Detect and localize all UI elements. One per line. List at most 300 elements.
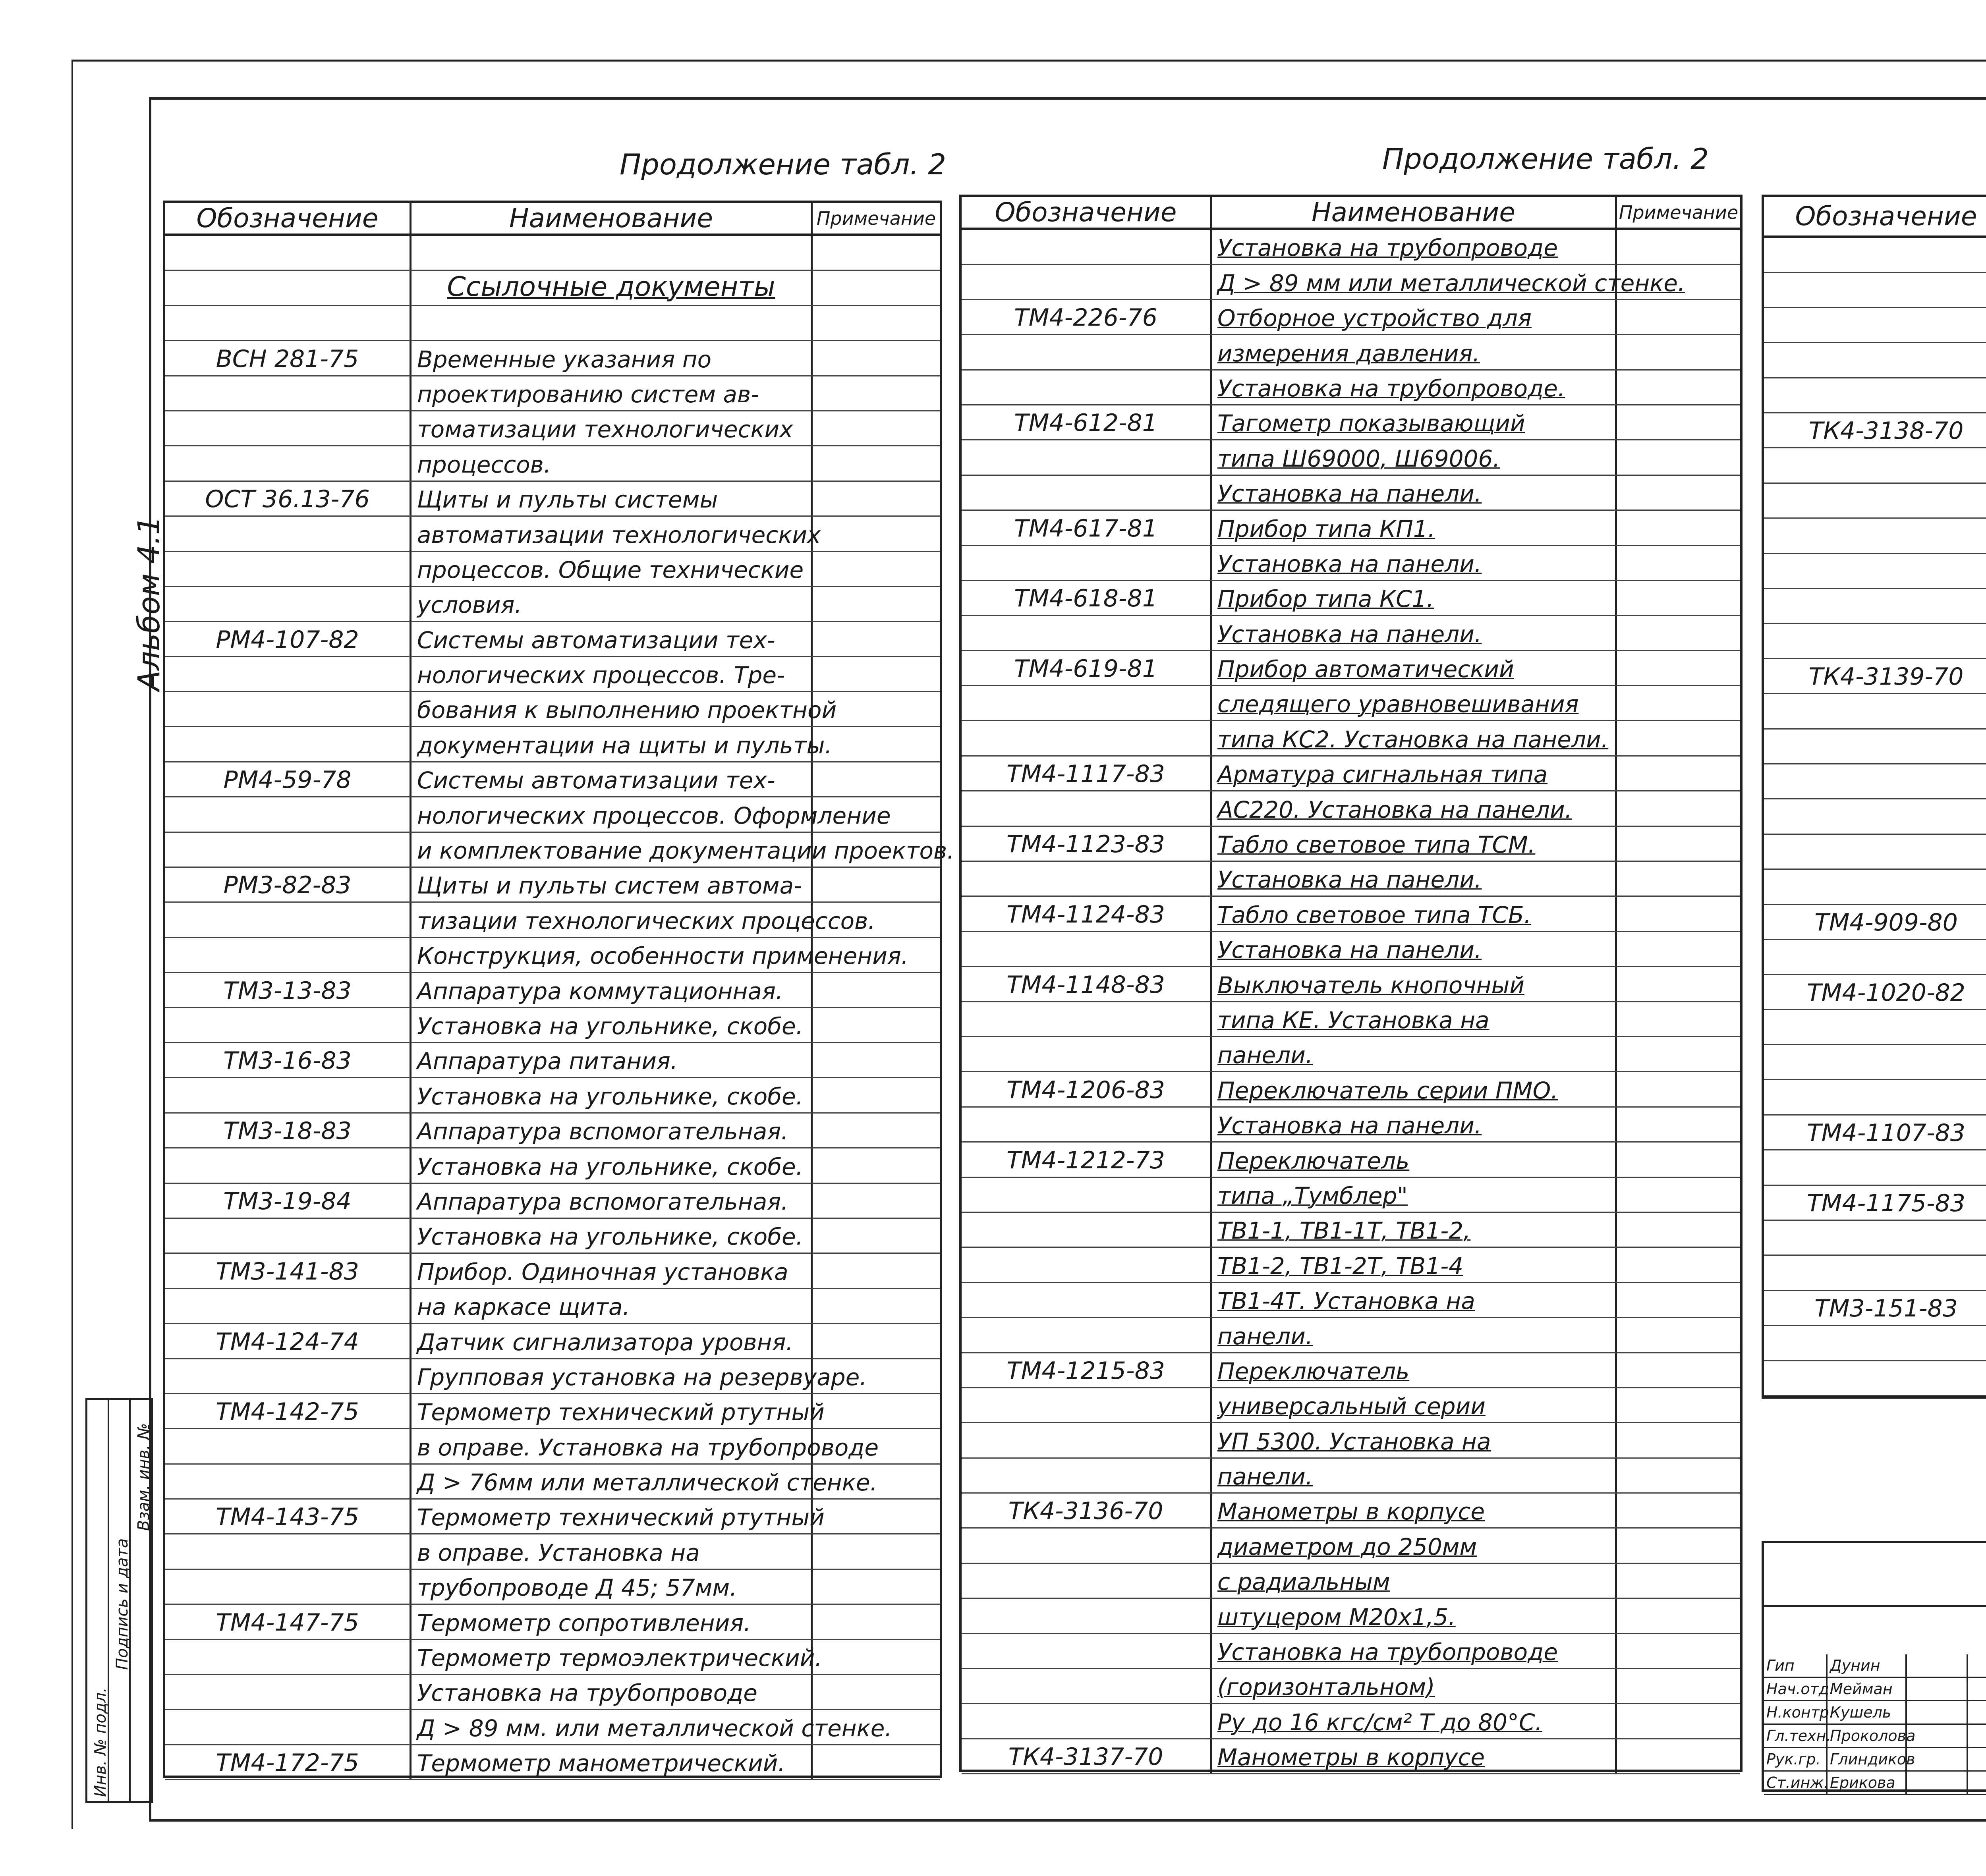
cell-name: измерения давления. bbox=[1212, 335, 1617, 369]
cell-note bbox=[813, 236, 940, 270]
cell-name: Манометры в корпусе bbox=[1212, 1494, 1617, 1527]
cell-name: Прибор типа КП1. bbox=[1212, 511, 1617, 544]
table-row bbox=[962, 1143, 1740, 1177]
cell-code: ТМ4-124-74 bbox=[165, 1324, 411, 1358]
side-stamp-cell-3: Взам. инв. № bbox=[135, 1423, 153, 1531]
cell-note bbox=[1617, 862, 1740, 896]
table-2 bbox=[959, 195, 1743, 1772]
cell-note bbox=[813, 1605, 940, 1639]
table-1-header bbox=[165, 203, 940, 236]
signer-name: Ерикова bbox=[1828, 1772, 1907, 1794]
cell-note bbox=[1617, 1002, 1740, 1036]
table-row bbox=[165, 1078, 940, 1113]
col-header-name: Наименование bbox=[1212, 197, 1617, 228]
table-row bbox=[962, 230, 1740, 265]
signer-role: Гл.техн. bbox=[1764, 1725, 1828, 1747]
table-row bbox=[962, 581, 1740, 616]
table-row bbox=[962, 1353, 1740, 1388]
table-row bbox=[165, 903, 940, 938]
cell-note bbox=[1617, 1599, 1740, 1633]
table-row bbox=[165, 1184, 940, 1219]
cell-code bbox=[165, 1570, 411, 1604]
table-row bbox=[1764, 448, 1986, 483]
table-row bbox=[962, 511, 1740, 546]
cell-name: в оправе. Установка на bbox=[411, 1534, 813, 1568]
cell-code bbox=[165, 1675, 411, 1709]
cell-note bbox=[813, 1675, 940, 1709]
cell-name: Временные указания по bbox=[411, 341, 813, 375]
cell-code bbox=[1764, 1361, 1986, 1395]
cell-name: Д > 89 мм. или металлической стенке. bbox=[411, 1710, 813, 1744]
signer-role: Ст.инж. bbox=[1764, 1772, 1828, 1794]
table-row bbox=[962, 757, 1740, 791]
cell-name: трубопроводе Д 45; 57мм. bbox=[411, 1570, 813, 1604]
table-row bbox=[1764, 1045, 1986, 1080]
cell-name: Установка на панели. bbox=[1212, 476, 1617, 510]
cell-note bbox=[813, 376, 940, 410]
cell-code: ТМ4-1107-83 bbox=[1764, 1116, 1986, 1149]
table-row bbox=[962, 1704, 1740, 1739]
cell-name: типа КС2. Установка на панели. bbox=[1212, 721, 1617, 755]
table-row bbox=[165, 1534, 940, 1569]
cell-code bbox=[962, 1318, 1212, 1352]
cell-code bbox=[962, 1704, 1212, 1738]
cell-code: ТМ4-226-76 bbox=[962, 300, 1212, 334]
table-2-rows bbox=[962, 230, 1740, 1774]
cell-code bbox=[165, 306, 411, 340]
table-row bbox=[165, 833, 954, 868]
table-row bbox=[962, 932, 1740, 967]
cell-code bbox=[165, 657, 411, 691]
cell-code bbox=[1764, 1221, 1986, 1255]
table-row bbox=[962, 1283, 1740, 1318]
cell-note bbox=[813, 517, 940, 550]
cell-note bbox=[1617, 476, 1740, 510]
table-row bbox=[165, 868, 940, 903]
cell-code bbox=[165, 1148, 411, 1182]
cell-note bbox=[813, 868, 940, 901]
cell-name: Установка на угольнике, скобе. bbox=[411, 1219, 813, 1253]
cell-note bbox=[1617, 757, 1740, 790]
cell-name: АС220. Установка на панели. bbox=[1212, 791, 1617, 825]
cell-note bbox=[1617, 1494, 1740, 1527]
cell-name: типа „Тумблер" bbox=[1212, 1178, 1617, 1212]
table-row bbox=[1764, 589, 1986, 624]
table-row bbox=[1764, 1150, 1986, 1185]
cell-name: типа Ш69000, Ш69006. bbox=[1212, 440, 1617, 474]
cell-note bbox=[813, 727, 940, 761]
cell-note bbox=[1617, 721, 1740, 755]
table-row bbox=[962, 1108, 1740, 1143]
cell-name: бования к выполнению проектной bbox=[411, 692, 813, 726]
cell-note bbox=[813, 1324, 940, 1358]
table-row bbox=[1764, 659, 1986, 694]
cell-name: Аппаратура коммутационная. bbox=[411, 973, 813, 1007]
table-row bbox=[165, 271, 940, 306]
cell-code bbox=[165, 1640, 411, 1674]
signer-date bbox=[1968, 1654, 1986, 1677]
cell-name: Табло световое типа ТСБ. bbox=[1212, 897, 1617, 930]
cell-code: ВСН 281-75 bbox=[165, 341, 411, 375]
table-row bbox=[962, 791, 1740, 826]
table-row bbox=[1764, 975, 1986, 1010]
cell-name: ТВ1-4Т. Установка на bbox=[1212, 1283, 1617, 1317]
cell-name bbox=[411, 236, 813, 270]
cell-code: ТК4-3137-70 bbox=[962, 1739, 1212, 1773]
table-row bbox=[962, 1037, 1740, 1072]
table-row bbox=[165, 1008, 940, 1043]
table-row bbox=[962, 1248, 1740, 1283]
cell-name: Манометры в корпусе bbox=[1212, 1739, 1617, 1773]
cell-name: панели. bbox=[1212, 1459, 1617, 1492]
cell-code bbox=[1764, 273, 1986, 307]
signer-signature bbox=[1907, 1772, 1968, 1794]
signers bbox=[1764, 1605, 1986, 1789]
cell-code bbox=[962, 1564, 1212, 1598]
cell-code bbox=[1764, 1080, 1986, 1114]
signer-row bbox=[1764, 1654, 1986, 1678]
table-row bbox=[1764, 764, 1986, 799]
cell-code: ТМ4-1212-73 bbox=[962, 1143, 1212, 1176]
cell-note bbox=[813, 587, 940, 621]
cell-note bbox=[813, 833, 940, 867]
table-row bbox=[165, 1570, 940, 1605]
cell-code bbox=[1764, 343, 1986, 377]
cell-name: проектированию систем ав- bbox=[411, 376, 813, 410]
cell-name: Ссылочные документы bbox=[411, 271, 813, 305]
cell-code bbox=[165, 1289, 411, 1323]
cell-code bbox=[962, 721, 1212, 755]
cell-name: документации на щиты и пульты. bbox=[411, 727, 813, 761]
cell-name: Д > 89 мм или металлической стенке. bbox=[1212, 265, 1617, 299]
cell-code bbox=[962, 1634, 1212, 1668]
table-row bbox=[165, 341, 940, 376]
table-row bbox=[962, 1002, 1740, 1037]
table-row bbox=[962, 862, 1740, 897]
table-row bbox=[1764, 273, 1986, 308]
table-row bbox=[962, 1072, 1740, 1107]
table-row bbox=[165, 1394, 940, 1429]
table-row bbox=[165, 1114, 940, 1148]
cell-code: ТК4-3139-70 bbox=[1764, 659, 1986, 693]
cell-name: Арматура сигнальная типа bbox=[1212, 757, 1617, 790]
cell-note bbox=[813, 1534, 940, 1568]
cell-name: Установка на трубопроводе bbox=[1212, 1634, 1617, 1668]
side-stamp bbox=[85, 1398, 153, 1803]
table-2-header bbox=[962, 197, 1740, 230]
cell-code bbox=[1764, 799, 1986, 833]
cell-code bbox=[962, 616, 1212, 650]
cell-note bbox=[813, 1114, 940, 1147]
cell-code bbox=[962, 1459, 1212, 1492]
signer-date bbox=[1968, 1772, 1986, 1794]
table-row bbox=[962, 1423, 1740, 1458]
cell-note bbox=[1617, 1739, 1740, 1773]
cell-code bbox=[1764, 1256, 1986, 1289]
cell-note bbox=[1617, 581, 1740, 615]
cell-note bbox=[1617, 932, 1740, 966]
cell-code: ТМ4-619-81 bbox=[962, 651, 1212, 685]
signer-signature bbox=[1907, 1701, 1968, 1724]
table-row bbox=[165, 762, 940, 797]
signer-name: Кушель bbox=[1828, 1701, 1907, 1724]
table-row bbox=[962, 1634, 1740, 1669]
cell-note bbox=[813, 552, 940, 586]
cell-name: Установка на угольнике, скобе. bbox=[411, 1078, 813, 1112]
cell-note bbox=[813, 1570, 940, 1604]
table-row bbox=[165, 622, 940, 657]
cell-code: ТМ4-909-80 bbox=[1764, 905, 1986, 939]
cell-code bbox=[1764, 589, 1986, 623]
cell-name: и комплектование документации проектов. bbox=[411, 833, 813, 867]
table-row bbox=[165, 236, 940, 271]
table-row bbox=[165, 1148, 940, 1183]
table-row bbox=[962, 897, 1740, 932]
cell-name: Табло световое типа ТСМ. bbox=[1212, 827, 1617, 861]
table-row bbox=[1764, 730, 1986, 764]
table-row bbox=[962, 1318, 1740, 1353]
cell-note bbox=[813, 341, 940, 375]
table-row bbox=[962, 1599, 1740, 1634]
table-row bbox=[1764, 1256, 1986, 1291]
cell-code bbox=[962, 1178, 1212, 1212]
cell-name: панели. bbox=[1212, 1037, 1617, 1071]
cell-code bbox=[962, 1599, 1212, 1633]
cell-note bbox=[813, 1043, 940, 1077]
cell-note bbox=[813, 622, 940, 656]
signer-date bbox=[1968, 1725, 1986, 1747]
cell-name: Аппаратура вспомогательная. bbox=[411, 1184, 813, 1218]
cell-code bbox=[165, 411, 411, 445]
cell-name: Переключатель bbox=[1212, 1353, 1617, 1387]
cell-note bbox=[1617, 371, 1740, 404]
table-row bbox=[1764, 1186, 1986, 1221]
cell-note bbox=[813, 1219, 940, 1253]
cell-note bbox=[1617, 1318, 1740, 1352]
cell-name: процессов. Общие технические bbox=[411, 552, 813, 586]
cell-name: Установка на трубопроводе bbox=[1212, 230, 1617, 264]
cell-note bbox=[813, 482, 940, 515]
cell-code bbox=[1764, 1326, 1986, 1360]
cell-note bbox=[1617, 1634, 1740, 1668]
cell-code bbox=[165, 271, 411, 305]
cell-code bbox=[1764, 624, 1986, 658]
table-row bbox=[165, 727, 940, 762]
cell-note bbox=[813, 1008, 940, 1042]
cell-name bbox=[411, 306, 813, 340]
cell-name: Тагометр показывающий bbox=[1212, 405, 1617, 439]
cell-note bbox=[1617, 511, 1740, 544]
cell-code bbox=[1764, 448, 1986, 482]
cell-code: ТМ4-1215-83 bbox=[962, 1353, 1212, 1387]
cell-code bbox=[962, 476, 1212, 510]
cell-code bbox=[165, 1534, 411, 1568]
cell-name: Установка на панели. bbox=[1212, 1108, 1617, 1141]
cell-name: УП 5300. Установка на bbox=[1212, 1423, 1617, 1457]
table-row bbox=[962, 686, 1740, 721]
table-row bbox=[1764, 799, 1986, 834]
table-row bbox=[165, 1429, 940, 1464]
table1-caption: Продолжение табл. 2 bbox=[620, 148, 947, 181]
cell-code bbox=[1764, 378, 1986, 412]
cell-note bbox=[813, 903, 940, 936]
cell-note bbox=[1617, 1213, 1740, 1247]
cell-code: ТМ3-16-83 bbox=[165, 1043, 411, 1077]
cell-note bbox=[1617, 827, 1740, 861]
cell-name: панели. bbox=[1212, 1318, 1617, 1352]
cell-note bbox=[813, 1465, 940, 1498]
cell-name: Прибор типа КС1. bbox=[1212, 581, 1617, 615]
table-row bbox=[962, 827, 1740, 862]
table-row bbox=[165, 1219, 940, 1254]
cell-name: Прибор автоматический bbox=[1212, 651, 1617, 685]
table-row bbox=[962, 371, 1740, 405]
cell-note bbox=[1617, 546, 1740, 580]
cell-code: ТМ4-1148-83 bbox=[962, 967, 1212, 1001]
cell-code bbox=[962, 862, 1212, 896]
cell-code bbox=[165, 446, 411, 480]
signer-row bbox=[1764, 1748, 1986, 1772]
table-row bbox=[165, 1324, 940, 1359]
signer-name: Мейман bbox=[1828, 1678, 1907, 1700]
signer-date bbox=[1968, 1701, 1986, 1724]
cell-code: ТМ4-147-75 bbox=[165, 1605, 411, 1639]
cell-note bbox=[813, 797, 940, 831]
cell-note bbox=[1617, 440, 1740, 474]
cell-note bbox=[813, 1500, 940, 1533]
table-row bbox=[962, 546, 1740, 581]
signer-role: Нач.отд. bbox=[1764, 1678, 1828, 1700]
table-row bbox=[962, 440, 1740, 475]
side-stamp-cell-1: Инв. № подл. bbox=[91, 1687, 110, 1797]
table-row bbox=[1764, 624, 1986, 659]
table-row bbox=[962, 1213, 1740, 1248]
table-row bbox=[165, 376, 940, 411]
table-row bbox=[1764, 378, 1986, 413]
table-row bbox=[1764, 1080, 1986, 1115]
cell-code bbox=[962, 335, 1212, 369]
cell-code: ТМ4-1124-83 bbox=[962, 897, 1212, 930]
cell-code: ТМ4-143-75 bbox=[165, 1500, 411, 1533]
table-row bbox=[165, 1745, 940, 1780]
col-header-note: Примечание bbox=[1619, 201, 1739, 223]
table-row bbox=[165, 446, 940, 481]
cell-code bbox=[165, 517, 411, 550]
table-row bbox=[165, 797, 940, 832]
cell-name: на каркасе щита. bbox=[411, 1289, 813, 1323]
cell-name: Термометр технический ртутный bbox=[411, 1500, 813, 1533]
cell-note bbox=[1617, 300, 1740, 334]
cell-code bbox=[165, 903, 411, 936]
cell-code bbox=[165, 376, 411, 410]
table-1 bbox=[163, 201, 954, 1778]
cell-note bbox=[813, 1184, 940, 1218]
table-row bbox=[165, 411, 940, 446]
cell-name: ТВ1-2, ТВ1-2Т, ТВ1-4 bbox=[1212, 1248, 1617, 1282]
col-header-note: Примечание bbox=[816, 207, 936, 229]
cell-name: штуцером М20х1,5. bbox=[1212, 1599, 1617, 1633]
cell-code: ТМ3-19-84 bbox=[165, 1184, 411, 1218]
cell-code bbox=[1764, 308, 1986, 342]
cell-name: Системы автоматизации тех- bbox=[411, 762, 813, 796]
cell-name: Установка на панели. bbox=[1212, 932, 1617, 966]
table-row bbox=[962, 1494, 1740, 1529]
cell-note bbox=[813, 1710, 940, 1744]
side-album-label: Альбом 4.1 bbox=[131, 515, 166, 691]
cell-note bbox=[1617, 265, 1740, 299]
cell-name: нологических процессов. Оформление bbox=[411, 797, 813, 831]
cell-name: Установка на панели. bbox=[1212, 862, 1617, 896]
cell-code bbox=[962, 686, 1212, 720]
cell-name: Установка на трубопроводе bbox=[411, 1675, 813, 1709]
table-row bbox=[1764, 1291, 1986, 1326]
cell-note bbox=[813, 1394, 940, 1428]
table-row bbox=[1764, 870, 1986, 905]
cell-code bbox=[165, 1429, 411, 1463]
table-3 bbox=[1762, 195, 1986, 1399]
table-row bbox=[962, 1459, 1740, 1494]
cell-code bbox=[962, 1002, 1212, 1036]
cell-code: ТМ4-1117-83 bbox=[962, 757, 1212, 790]
table-row bbox=[165, 973, 940, 1008]
cell-name: процессов. bbox=[411, 446, 813, 480]
table-row bbox=[1764, 484, 1986, 519]
cell-code: РМ4-107-82 bbox=[165, 622, 411, 656]
cell-code: РМ3-82-83 bbox=[165, 868, 411, 901]
cell-code bbox=[165, 1219, 411, 1253]
table-row bbox=[165, 1605, 940, 1640]
table-row bbox=[165, 1254, 940, 1289]
table-row bbox=[1764, 413, 1986, 448]
table-row bbox=[962, 1669, 1740, 1704]
cell-note bbox=[813, 1429, 940, 1463]
cell-code bbox=[165, 1710, 411, 1744]
cell-code bbox=[165, 727, 411, 761]
cell-code bbox=[165, 833, 411, 867]
cell-code: ТМ4-1175-83 bbox=[1764, 1186, 1986, 1220]
table-row bbox=[165, 1640, 940, 1675]
cell-note bbox=[813, 306, 940, 340]
cell-note bbox=[1617, 1072, 1740, 1106]
table-row bbox=[962, 651, 1740, 686]
cell-name: Установка на угольнике, скобе. bbox=[411, 1148, 813, 1182]
signer-date bbox=[1968, 1678, 1986, 1700]
cell-note bbox=[813, 1640, 940, 1674]
cell-code bbox=[962, 1037, 1212, 1071]
cell-code bbox=[165, 1008, 411, 1042]
table-row bbox=[962, 1178, 1740, 1213]
cell-name: Термометр манометрический. bbox=[411, 1745, 813, 1779]
col-header-code: Обозначение bbox=[165, 203, 411, 234]
cell-note bbox=[813, 657, 940, 691]
cell-name: Выключатель кнопочный bbox=[1212, 967, 1617, 1001]
cell-name: Переключатель bbox=[1212, 1143, 1617, 1176]
cell-name: Щиты и пульты систем автома- bbox=[411, 868, 813, 901]
cell-note bbox=[813, 938, 940, 972]
cell-note bbox=[813, 446, 940, 480]
table-row bbox=[165, 1710, 940, 1745]
table-row bbox=[165, 1289, 940, 1324]
cell-name: Аппаратура питания. bbox=[411, 1043, 813, 1077]
cell-code: ТМ4-612-81 bbox=[962, 405, 1212, 439]
col-header-name: Наименование bbox=[411, 203, 813, 234]
cell-note bbox=[1617, 616, 1740, 650]
cell-name: тизации технологических процессов. bbox=[411, 903, 813, 936]
cell-note bbox=[1617, 686, 1740, 720]
table-row bbox=[962, 265, 1740, 300]
table-1-rows bbox=[165, 236, 954, 1780]
cell-code bbox=[1764, 1150, 1986, 1184]
